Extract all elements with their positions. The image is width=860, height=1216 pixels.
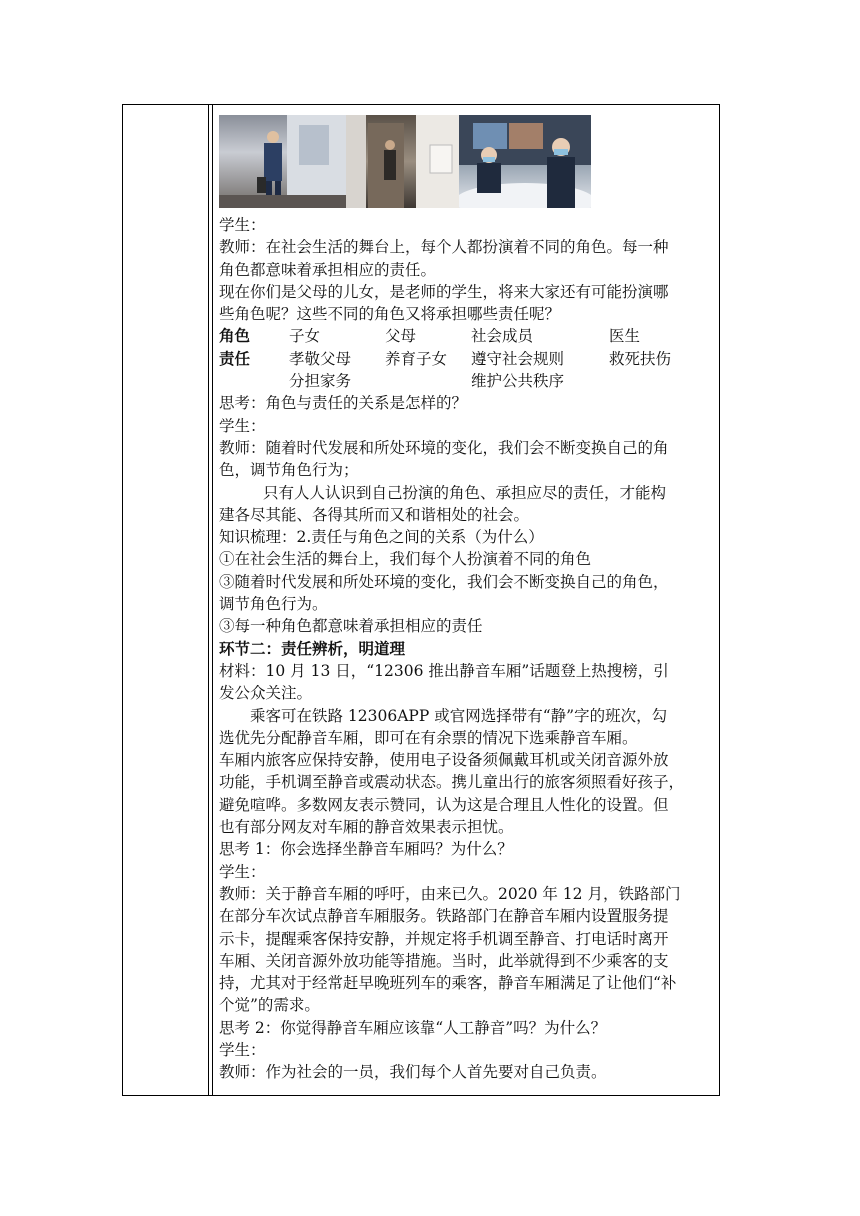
text-line: 学生： [219,862,266,881]
photo-illustration-3 [459,115,591,208]
text-line-indented: 只有人人认识到自己扮演的角色、承担应尽的责任，才能构 [263,483,667,502]
responsibility-cell: 分担家务 [289,372,352,391]
responsibility-cell [385,370,471,392]
lesson-content [219,115,715,1084]
text-line: 选优先分配静音车厢，即可在有余票的情况下选乘静音车厢。 [219,728,638,747]
text-line: 建各尽其能、各得其所而又和谐相处的社会。 [219,505,530,524]
text-line: 学生： [219,1040,266,1059]
text-line-indented: 乘客可在铁路 12306APP 或官网选择带有“静”字的班次，勾 [250,706,668,725]
table-left-column [123,105,209,1095]
role-cell: 父母 [385,327,417,346]
railway-police-platform-photo [219,115,346,208]
text-line: 些角色呢？这些不同的角色又将承担哪些责任呢？ [219,305,561,324]
text-line: 材料：10 月 13 日，“12306 推出静音车厢”话题登上热搜榜，引 [219,661,669,680]
text-line: 在部分车次试点静音车厢服务。铁路部门在静音车厢内设置服务提 [219,907,669,926]
text-line: 教师：在社会生活的舞台上，每个人都扮演着不同的角色。每一种 [219,238,669,257]
text-line: 学生： [219,416,266,435]
responsibility-row [219,348,715,370]
text-line: 思考 2：你觉得静音车厢应该靠“人工静音”吗？为什么？ [219,1018,607,1037]
responsibility-row [219,370,715,392]
role-cell: 医生 [609,327,641,346]
text-line: 学生： [219,216,266,234]
text-line: 思考 1：你会选择坐静音车厢吗？为什么？ [219,840,513,859]
responsibility-row-head: 责任 [219,349,251,368]
responsibility-cell: 救死扶伤 [609,349,672,368]
role-row-head: 角色 [219,327,251,346]
text-line: 车厢内旅客应保持安静，使用电子设备须佩戴耳机或关闭音源外放 [219,751,669,770]
responsibility-row-head [219,370,289,392]
text-line: 色，调节角色行为； [219,461,359,480]
role-row [219,325,715,347]
text-line: 调节角色行为。 [219,595,328,614]
station-staff-masks-photo [459,115,591,208]
text-line: 教师：随着时代发展和所处环境的变化，我们会不断变换自己的角 [219,438,669,457]
responsibility-cell: 养育子女 [385,349,448,368]
role-cell: 子女 [289,327,321,346]
table-column-divider [209,105,213,1095]
text-line: 也有部分网友对车厢的静音效果表示担忧。 [219,818,514,837]
text-line: 现在你们是父母的儿女，是老师的学生，将来大家还有可能扮演哪 [219,282,669,301]
photo-illustration-2 [346,115,459,208]
section-title: 环节二：责任辨析，明道理 [219,639,406,658]
text-line: 示卡，提醒乘客保持安静，并规定将手机调至静音、打电话时离开 [219,929,669,948]
text-line: 思考：角色与责任的关系是怎样的？ [219,394,468,413]
text-line: 发公众关注。 [219,684,313,703]
text-line: 教师：作为社会的一员，我们每个人首先要对自己负责。 [219,1063,607,1082]
text-line: 功能，手机调至静音或震动状态。携儿童出行的旅客须照看好孩子， [219,773,685,792]
train-door-passenger-photo [346,115,459,208]
lesson-table [122,104,720,1096]
role-cell: 社会成员 [471,327,534,346]
responsibility-cell: 维护公共秩序 [471,372,565,391]
text-line: 个觉”的需求。 [219,996,320,1015]
text-line: 车厢、关闭音源外放功能等措施。当时，此举就得到不少乘客的支 [219,951,669,970]
text-line: ③随着时代发展和所处环境的变化，我们会不断变换自己的角色， [219,572,669,591]
responsibility-cell: 孝敬父母 [289,349,352,368]
photo-illustration-1 [219,115,346,208]
responsibility-cell: 遵守社会规则 [471,349,565,368]
text-line: 教师：关于静音车厢的呼吁，由来已久。2020 年 12 月，铁路部门 [219,884,681,903]
text-line: ③每一种角色都意味着承担相应的责任 [219,617,483,636]
text-line: 避免喧哗。多数网友表示赞同，认为这是合理且人性化的设置。但 [219,795,669,814]
photo-strip [219,115,715,208]
text-line: 知识梳理：2.责任与角色之间的关系（为什么） [219,528,544,547]
text-line: 角色都意味着承担相应的责任。 [219,260,437,279]
text-line: ①在社会生活的舞台上，我们每个人扮演着不同的角色 [219,550,592,569]
text-line: 持，尤其对于经常赶早晚班列车的乘客，静音车厢满足了让他们“补 [219,974,677,993]
